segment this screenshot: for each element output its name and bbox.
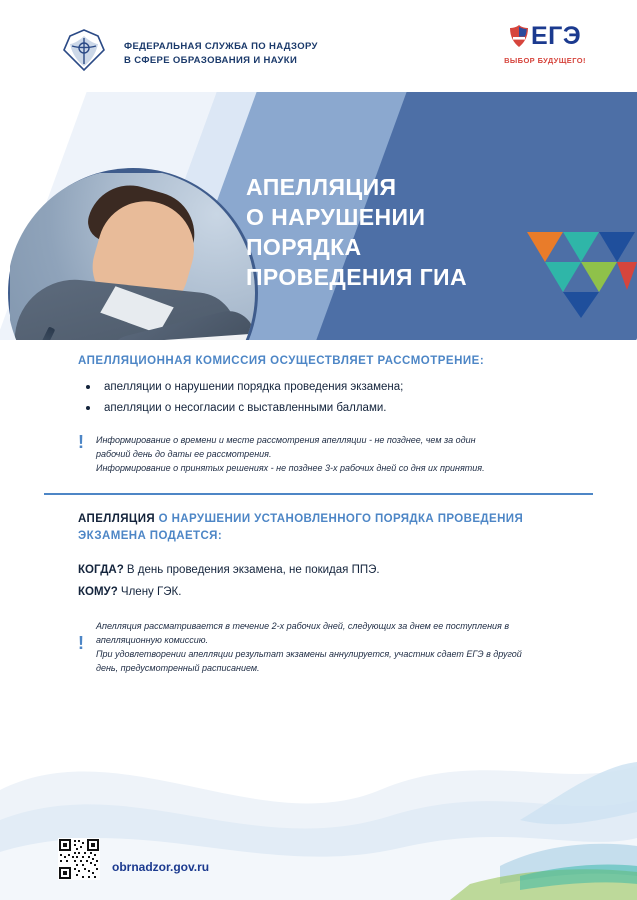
title-line-4: ПРОВЕДЕНИЯ ГИА bbox=[246, 264, 467, 290]
section2-qa bbox=[78, 559, 637, 603]
page-header bbox=[0, 0, 637, 92]
page-footer bbox=[0, 820, 637, 900]
title-line-2: О НАРУШЕНИИ bbox=[246, 204, 426, 230]
section1-bullet-list bbox=[78, 377, 637, 419]
qa-answer: Члену ГЭК. bbox=[117, 586, 182, 598]
list-item: апелляции о нарушении порядка проведения экзамена; bbox=[78, 377, 637, 398]
qa-question: КОМУ? bbox=[78, 586, 118, 598]
section2-heading-rest: О НАРУШЕНИИ УСТАНОВЛЕННОГО ПОРЯДКА ПРОВЕДЕНИЯ ЭКЗАМЕНА ПОДАЕТСЯ: bbox=[78, 513, 524, 542]
agency-name bbox=[124, 40, 318, 68]
section2-heading-bold: АПЕЛЛЯЦИЯ bbox=[78, 513, 156, 525]
exclamation-icon: ! bbox=[78, 633, 84, 653]
rosobrnadzor-emblem-icon bbox=[58, 28, 110, 72]
note-line: Информирование о принятых решениях - не позднее 3-х рабочих дней со дня их принятия. bbox=[96, 463, 485, 473]
agency-name-line2: В СФЕРЕ ОБРАЗОВАНИЯ И НАУКИ bbox=[124, 55, 298, 66]
ege-slogan: ВЫБОР БУДУЩЕГО! bbox=[504, 56, 586, 65]
exclamation-icon: ! bbox=[78, 432, 84, 452]
agency-name-line1: ФЕДЕРАЛЬНАЯ СЛУЖБА ПО НАДЗОРУ bbox=[124, 41, 318, 52]
website-link[interactable]: obrnadzor.gov.ru bbox=[112, 860, 210, 874]
qa-row bbox=[78, 559, 637, 581]
note-line: день, предусмотренный расписанием. bbox=[96, 663, 260, 673]
ege-mark bbox=[497, 24, 593, 48]
ege-flag-icon bbox=[509, 24, 529, 48]
title-line-1: АПЕЛЛЯЦИЯ bbox=[246, 174, 397, 200]
ege-logo bbox=[497, 22, 593, 65]
banner bbox=[0, 80, 637, 340]
divider bbox=[44, 493, 593, 495]
note-line: рабочий день до даты ее рассмотрения. bbox=[96, 449, 272, 459]
section1-heading: АПЕЛЛЯЦИОННАЯ КОМИССИЯ ОСУЩЕСТВЛЯЕТ РАССМОТРЕНИЕ: bbox=[78, 355, 485, 367]
section2-note bbox=[78, 619, 577, 675]
qa-row bbox=[78, 581, 637, 603]
title-line-3: ПОРЯДКА bbox=[246, 234, 362, 260]
section1-note bbox=[78, 433, 577, 475]
list-item: апелляции о несогласии с выставленными баллами. bbox=[78, 398, 637, 419]
qa-answer: В день проведения экзамена, не покидая ППЭ. bbox=[123, 564, 380, 576]
note-line: Информирование о времени и месте рассмотрения апелляции - не позднее, чем за один bbox=[96, 435, 476, 445]
poster-content bbox=[0, 355, 637, 675]
ege-letters: ЕГЭ bbox=[531, 22, 582, 50]
note-line: апелляционную комиссию. bbox=[96, 635, 209, 645]
section2-heading bbox=[78, 511, 548, 545]
qr-code-icon[interactable] bbox=[58, 838, 100, 880]
note-line: При удовлетворении апелляции результат экзамены аннулируется, участник сдает ЕГЭ в другой bbox=[96, 649, 522, 659]
triangles-decoration bbox=[527, 232, 637, 318]
qa-question: КОГДА? bbox=[78, 564, 124, 576]
note-line: Апелляция рассматривается в течение 2-х рабочих дней, следующих за днем ее поступления в bbox=[96, 621, 510, 631]
